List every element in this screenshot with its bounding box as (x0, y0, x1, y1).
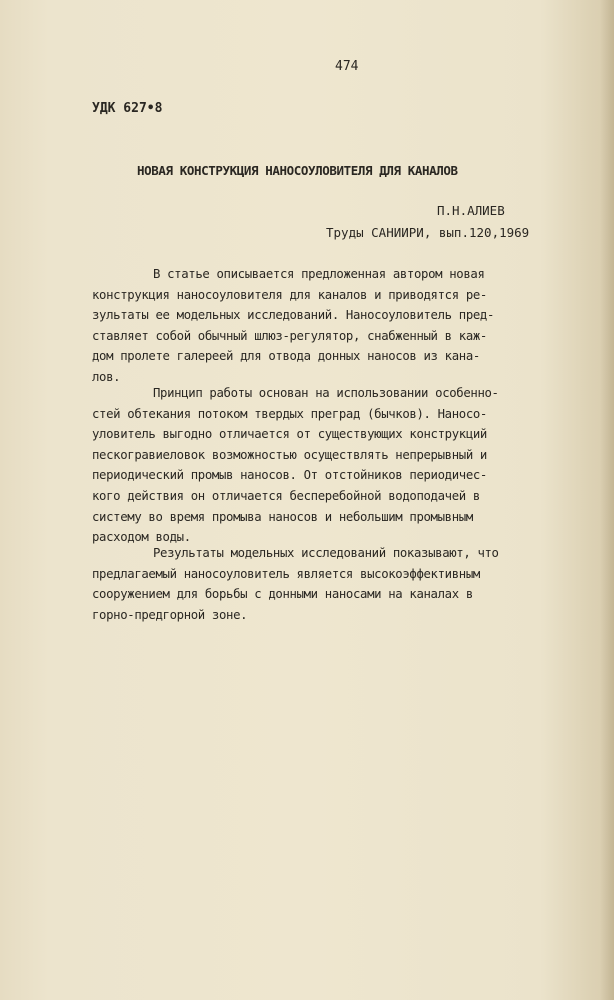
paragraph-line: горно-предгорной зоне. (92, 607, 248, 622)
article-author: П.Н.АЛИЕВ (437, 203, 505, 218)
page-number: 474 (335, 59, 359, 74)
abstract-paragraph-2 (92, 383, 562, 548)
paragraph-line: лов. (92, 369, 121, 384)
paragraph-line: пескогравиеловок возможностью осуществлять непрерывный и (92, 447, 487, 462)
paragraph-line: зультаты ее модельных исследований. Наносоуловитель пред- (92, 308, 495, 323)
paragraph-line: ставляет собой обычный шлюз-регулятор, снабженный в каж- (92, 328, 487, 343)
paragraph-line: Результаты модельных исследований показывают, что (153, 546, 499, 560)
paragraph-line: расходом воды. (92, 530, 191, 545)
abstract-paragraph-3 (92, 543, 562, 625)
article-source: Труды САНИИРИ, вып.120,1969 (326, 225, 530, 240)
paragraph-line: дом пролете галереей для отвода донных наносов из кана- (92, 349, 480, 364)
paragraph-line: В статье описывается предложенная автором новая (153, 267, 485, 281)
paragraph-line: Принцип работы основан на использовании особенно- (153, 386, 499, 400)
paragraph-line: систему во время промыва наносов и небольшим промывным (92, 509, 473, 524)
article-title: НОВАЯ КОНСТРУКЦИЯ НАНОСОУЛОВИТЕЛЯ ДЛЯ КАНАЛОВ (137, 163, 458, 178)
paragraph-line: кого действия он отличается бесперебойной водоподачей в (92, 488, 480, 503)
page-edge-shadow (600, 0, 614, 1000)
paragraph-line: предлагаемый наносоуловитель является высокоэффективным (92, 566, 480, 581)
paragraph-line: сооружением для борьбы с донными наносами на каналах в (92, 587, 473, 602)
paragraph-line: конструкция наносоуловителя для каналов и приводятся ре- (92, 287, 487, 302)
paragraph-line: периодический промыв наносов. От отстойников периодичес- (92, 468, 487, 483)
paragraph-line: стей обтекания потоком твердых преград (бычков). Наносо- (92, 406, 487, 421)
paragraph-line: уловитель выгодно отличается от существующих конструкций (92, 427, 487, 442)
abstract-paragraph-1 (92, 264, 562, 388)
udk-code: УДК 627•8 (92, 101, 163, 116)
